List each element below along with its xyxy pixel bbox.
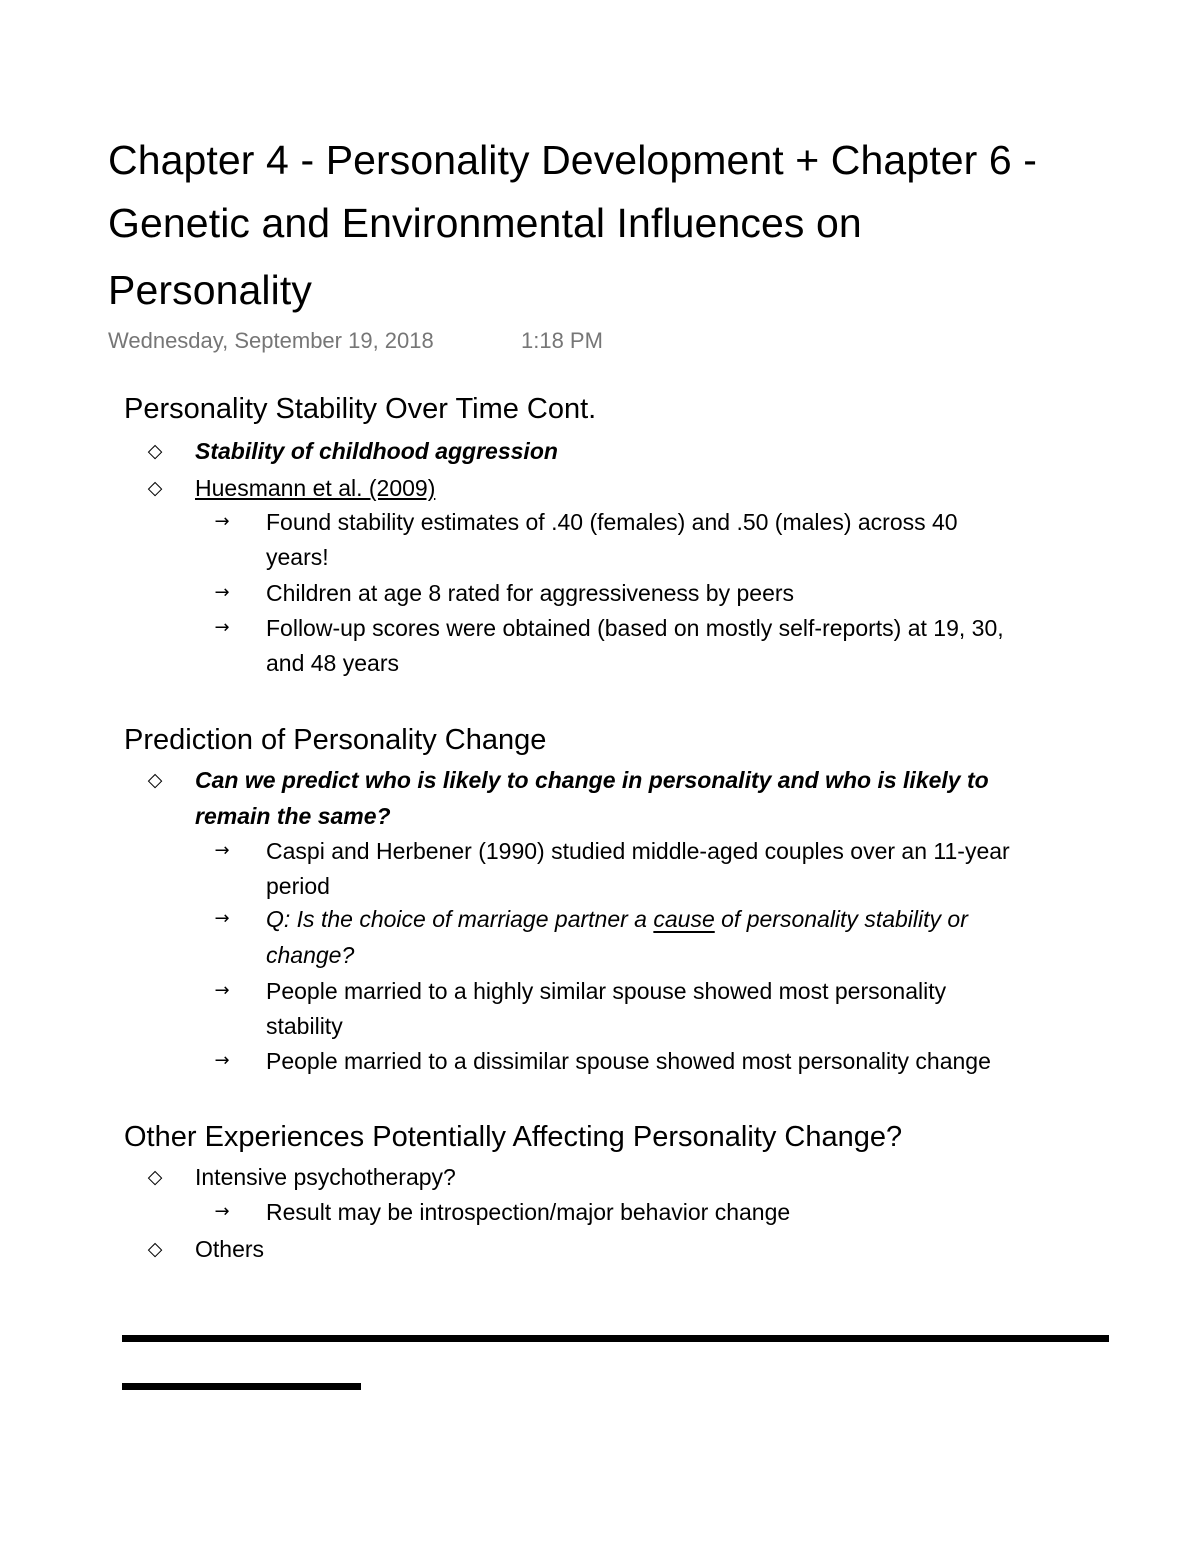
emphasized-word: cause <box>653 906 715 932</box>
sub-item-text: People married to a highly similar spouse showed most personality <box>266 978 947 1004</box>
sub-item-continuation <box>0 540 1200 574</box>
sub-item <box>0 834 1200 868</box>
bullet-text: Stability of childhood aggression <box>195 438 558 464</box>
arrow-bullet-icon: → <box>214 908 230 929</box>
page-title-line-1: Chapter 4 - Personality Development + Chapter 6 - <box>108 137 1038 183</box>
diamond-bullet-icon: ◇ <box>147 477 163 499</box>
list-item <box>0 434 1200 468</box>
sub-item-text: and 48 years <box>266 650 399 676</box>
sub-item-text: Caspi and Herbener (1990) studied middle-aged couples over an 11-year <box>266 838 1010 864</box>
arrow-bullet-icon: → <box>214 1050 230 1071</box>
sub-item-text: Children at age 8 rated for aggressiveness by peers <box>266 580 795 606</box>
arrow-bullet-icon: → <box>214 1201 230 1222</box>
citation-link: Huesmann et al. (2009) <box>195 475 436 501</box>
sub-item <box>0 505 1200 539</box>
page-title-line-3: Personality <box>108 267 312 313</box>
sub-item-text: stability <box>266 1013 343 1039</box>
page-date: Wednesday, September 19, 2018 <box>108 328 434 353</box>
sub-item <box>0 974 1200 1008</box>
list-item-continuation <box>0 799 1200 833</box>
section-heading-other-experiences: Other Experiences Potentially Affecting Personality Change? <box>124 1121 903 1153</box>
arrow-bullet-icon: → <box>214 582 230 603</box>
sub-item <box>0 1044 1200 1078</box>
diamond-bullet-icon: ◇ <box>147 440 163 462</box>
diamond-bullet-icon: ◇ <box>147 1238 163 1260</box>
arrow-bullet-icon: → <box>214 840 230 861</box>
sub-item-continuation <box>0 1009 1200 1043</box>
bullet-text: Others <box>195 1236 265 1262</box>
bullet-text: Can we predict who is likely to change in personality and who is likely to <box>195 767 989 793</box>
sub-item-text: People married to a dissimilar spouse showed most personality change <box>266 1048 991 1074</box>
list-item <box>0 1232 1200 1266</box>
ink-rule-long <box>122 1335 1109 1342</box>
ink-rule-short <box>122 1383 361 1390</box>
bullet-text: remain the same? <box>195 803 391 829</box>
sub-item-continuation <box>0 938 1200 972</box>
section-heading-prediction: Prediction of Personality Change <box>124 724 547 756</box>
sub-item-text: years! <box>266 544 329 570</box>
list-item <box>0 763 1200 797</box>
sub-item <box>0 1195 1200 1229</box>
sub-item-continuation <box>0 869 1200 903</box>
list-item <box>0 471 1200 505</box>
arrow-bullet-icon: → <box>214 617 230 638</box>
diamond-bullet-icon: ◇ <box>147 769 163 791</box>
sub-item <box>0 902 1200 936</box>
sub-item-continuation <box>0 646 1200 680</box>
question-text-after: of personality stability or <box>714 906 968 932</box>
question-text <box>266 902 968 936</box>
sub-item <box>0 611 1200 645</box>
arrow-bullet-icon: → <box>214 980 230 1001</box>
question-text-before: Q: Is the choice of marriage partner a <box>266 906 654 932</box>
sub-item <box>0 576 1200 610</box>
section-heading-stability: Personality Stability Over Time Cont. <box>124 393 597 425</box>
sub-item-text: Found stability estimates of .40 (females) and .50 (males) across 40 <box>266 509 958 535</box>
sub-item-text: period <box>266 873 330 899</box>
bullet-text: Intensive psychotherapy? <box>195 1164 456 1190</box>
page-time: 1:18 PM <box>521 328 603 353</box>
list-item <box>0 1160 1200 1194</box>
sub-item-text: change? <box>266 942 355 968</box>
page-title-line-2: Genetic and Environmental Influences on <box>108 200 862 246</box>
sub-item-text: Result may be introspection/major behavior change <box>266 1199 791 1225</box>
arrow-bullet-icon: → <box>214 511 230 532</box>
diamond-bullet-icon: ◇ <box>147 1166 163 1188</box>
sub-item-text: Follow-up scores were obtained (based on mostly self-reports) at 19, 30, <box>266 615 1004 641</box>
